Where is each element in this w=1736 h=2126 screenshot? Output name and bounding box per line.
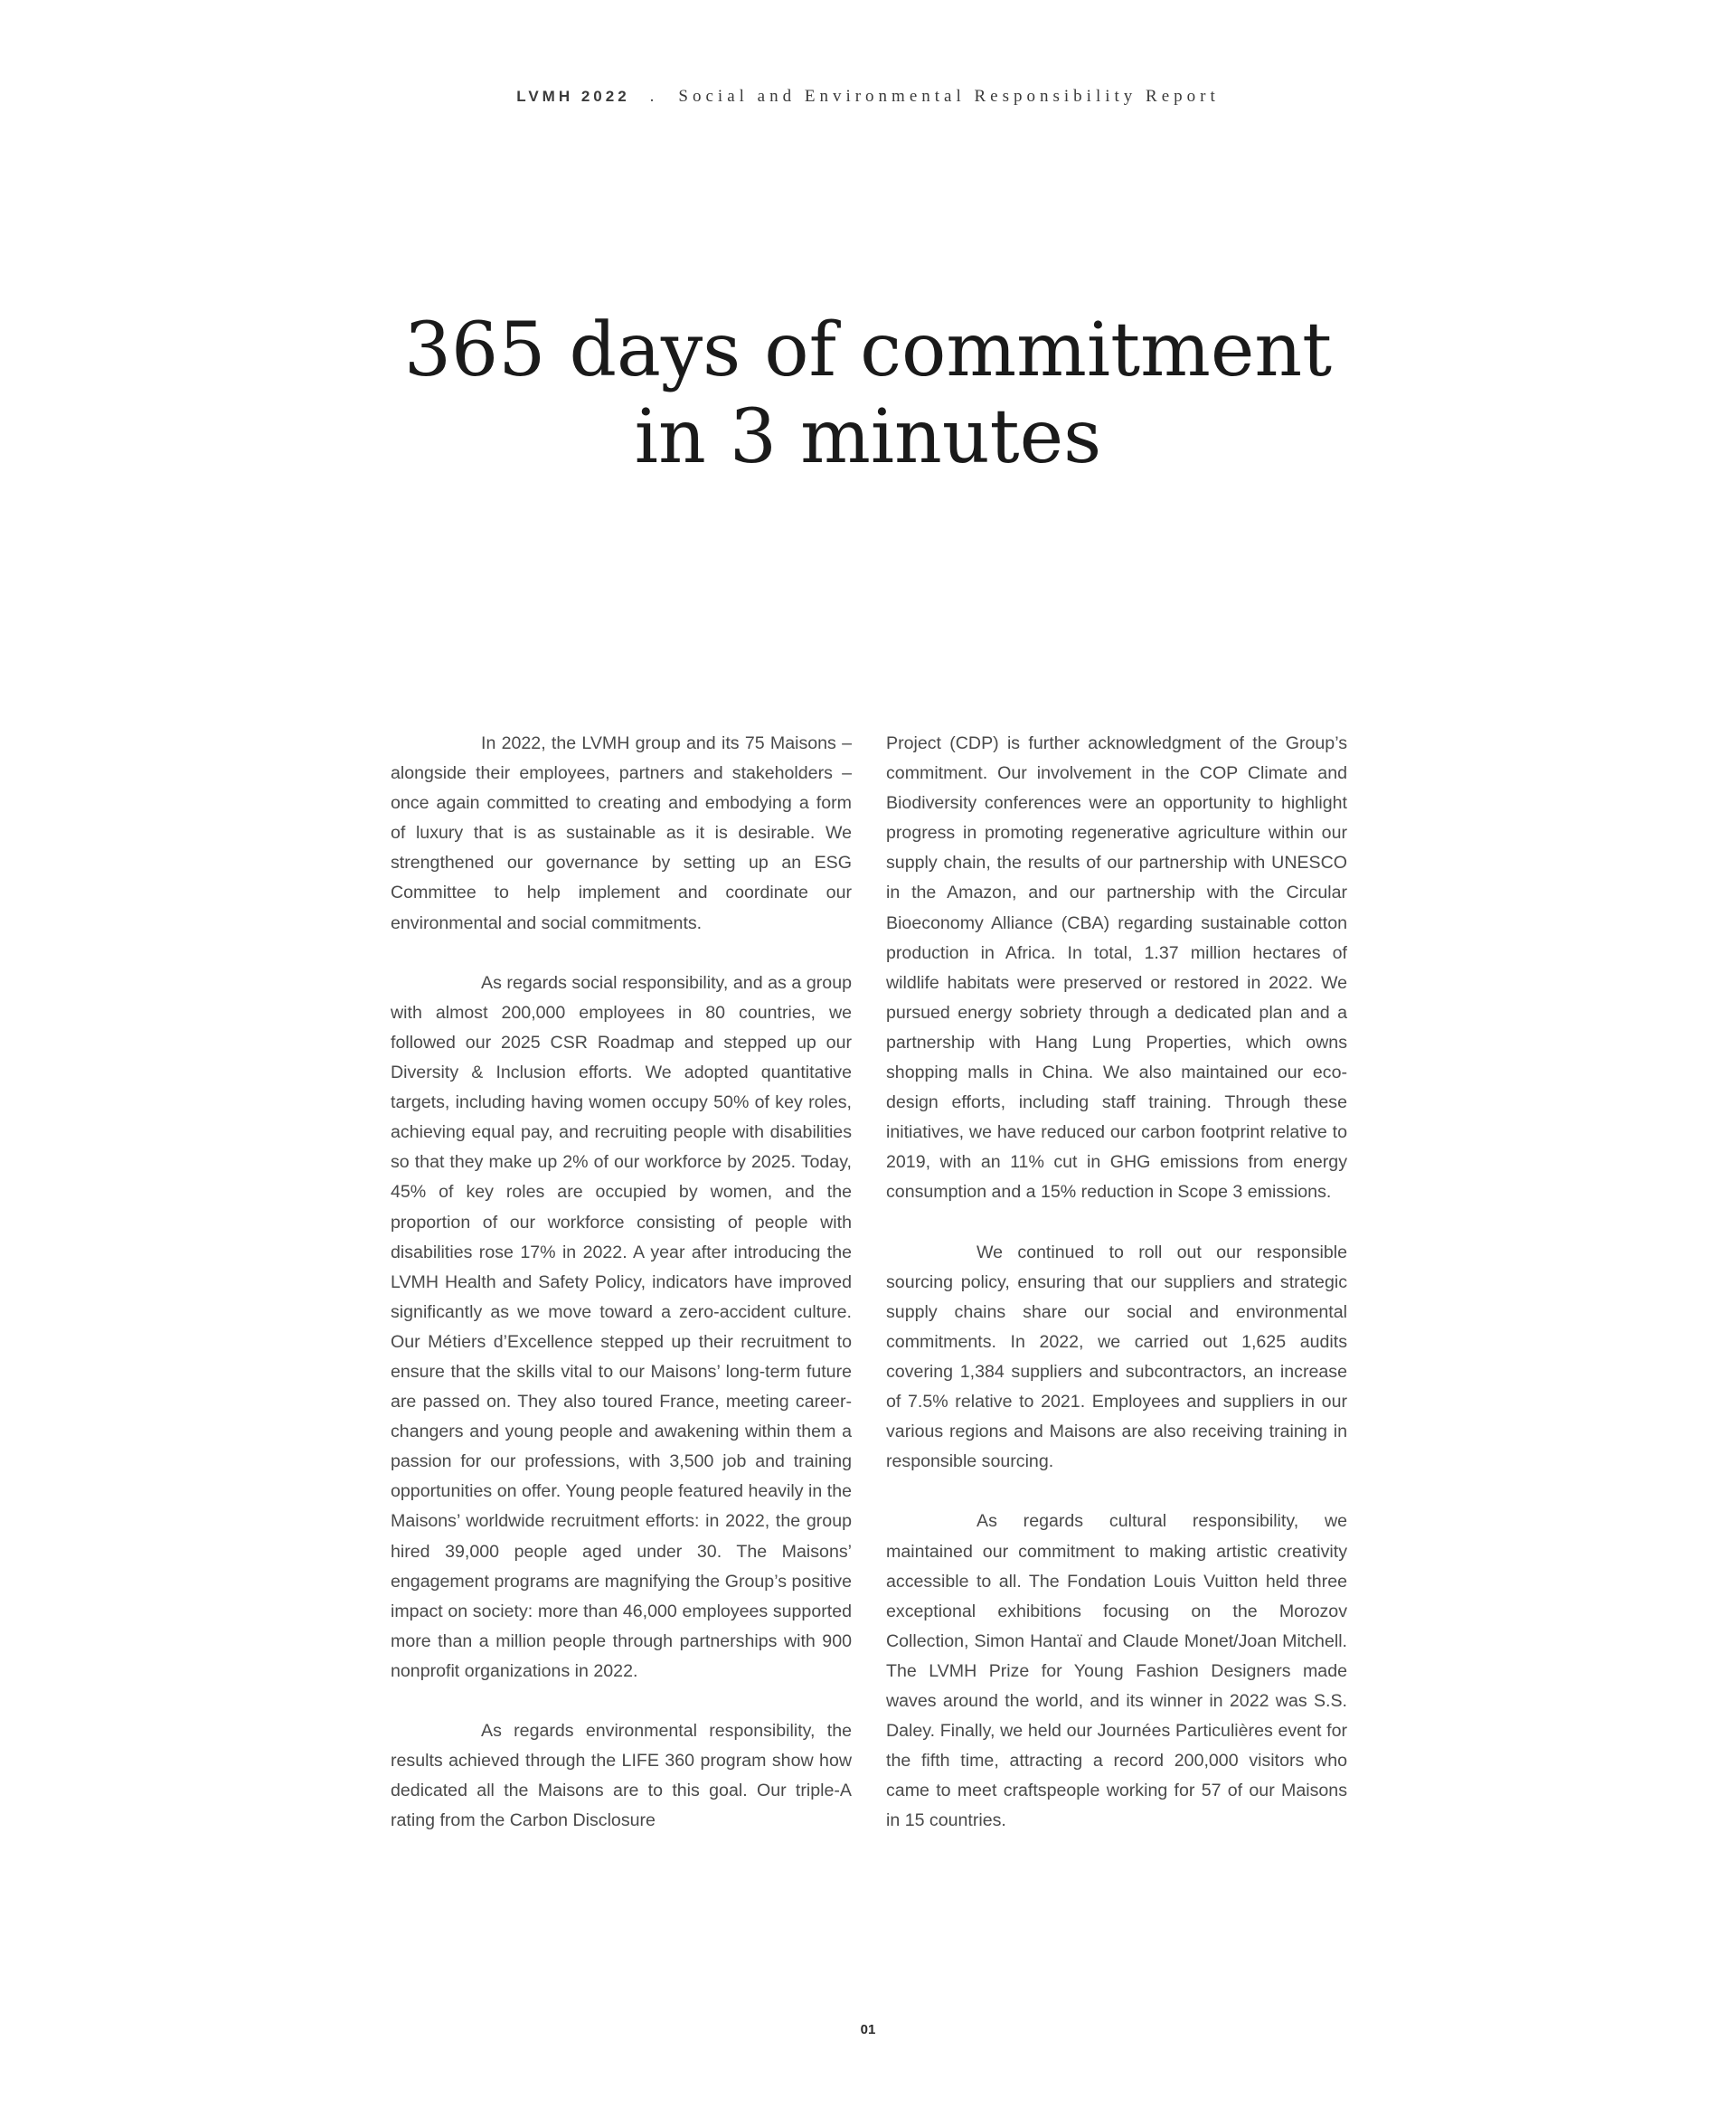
paragraph-intro: In 2022, the LVMH group and its 75 Maisons – alongside their employees, partners and stakeholders – once again committed to creating and embodying a form of luxury that is as sustainable as it is desirable. We strengthened our governance by setting up an ESG Committee to help implement and coordinate our environmental and social commitments. xyxy=(391,733,852,933)
left-text-column xyxy=(391,729,852,1836)
paragraph-environmental-continued: Project (CDP) is further acknowledgment of the Group’s commitment. Our involvement in the COP Climate and Biodiversity conferences were an opportunity to highlight progress in promoting regenerative agriculture within our supply chain, the results of our partnership with UNESCO in the Amazon, and our partnership with the Circular Bioeconomy Alliance (CBA) regarding sustainable cotton production in Africa. In total, 1.37 million hectares of wildlife habitats were preserved or restored in 2022. We pursued energy sobriety through a dedicated plan and a partnership with Hang Lung Properties, which owns shopping malls in China. We also maintained our eco-design efforts, including staff training. Through these initiatives, we have reduced our carbon footprint relative to 2019, with an 11% cut in GHG emissions from energy consumption and a 15% reduction in Scope 3 emissions. xyxy=(886,733,1347,1203)
page-title-line-1: 365 days of commitment xyxy=(403,307,1333,393)
header-report-title: Social and Environmental Responsibility Report xyxy=(678,87,1220,106)
paragraph-social-responsibility: As regards social responsibility, and as a group with almost 200,000 employees in 80 countries, we followed our 2025 CSR Roadmap and stepped up our Diversity & Inclusion efforts. We adopted quantitative targets, including having women occupy 50% of key roles, achieving equal pay, and recruiting people with disabilities so that they make up 2% of our workforce by 2025. Today, 45% of key roles are occupied by women, and the proportion of our workforce consisting of people with disabilities rose 17% in 2022. A year after introducing the LVMH Health and Safety Policy, indicators have improved significantly as we move toward a zero-accident culture. Our Métiers d’Excellence stepped up their recruitment to ensure that the skills vital to our Maisons’ long-term future are passed on. They also toured France, meeting career-changers and young people and awakening within them a passion for our professions, with 3,500 job and training opportunities on offer. Young people featured heavily in the Maisons’ worldwide recruitment efforts: in 2022, the group hired 39,000 people aged under 30. The Maisons’ engagement programs are magnifying the Group’s positive impact on society: more than 46,000 employees supported more than a million people through partnerships with 900 nonprofit organizations in 2022. xyxy=(391,972,852,1681)
right-text-column xyxy=(886,729,1347,1836)
paragraph-environmental-responsibility: As regards environmental responsibility, the results achieved through the LIFE 360 program show how dedicated all the Maisons are to this goal. Our triple-A rating from the Carbon Disclosure xyxy=(391,1721,852,1831)
paragraph-responsible-sourcing: We continued to roll out our responsible sourcing policy, ensuring that our suppliers and strategic supply chains share our social and environmental commitments. In 2022, we carried out 1,625 audits covering 1,384 suppliers and subcontractors, an increase of 7.5% relative to 2021. Employees and suppliers in our various regions and Maisons are also receiving training in responsible sourcing. xyxy=(886,1242,1347,1472)
header-brand: LVMH 2022 xyxy=(516,88,630,105)
page-number: 01 xyxy=(860,2022,876,2037)
paragraph-cultural-responsibility: As regards cultural responsibility, we maintained our commitment to making artistic creativity accessible to all. The Fondation Louis Vuitton held three exceptional exhibitions focusing on the Morozov Collection, Simon Hantaï and Claude Monet/Joan Mitchell. The LVMH Prize for Young Fashion Designers made waves around the world, and its winner in 2022 was S.S. Daley. Finally, we held our Journées Particulières event for the fifth time, attracting a record 200,000 visitors who came to meet craftspeople working for 57 of our Maisons in 15 countries. xyxy=(886,1511,1347,1831)
page-title-line-2: in 3 minutes xyxy=(634,394,1102,480)
page-title xyxy=(0,307,1736,481)
header-separator: . xyxy=(649,87,659,106)
running-header xyxy=(0,87,1736,107)
